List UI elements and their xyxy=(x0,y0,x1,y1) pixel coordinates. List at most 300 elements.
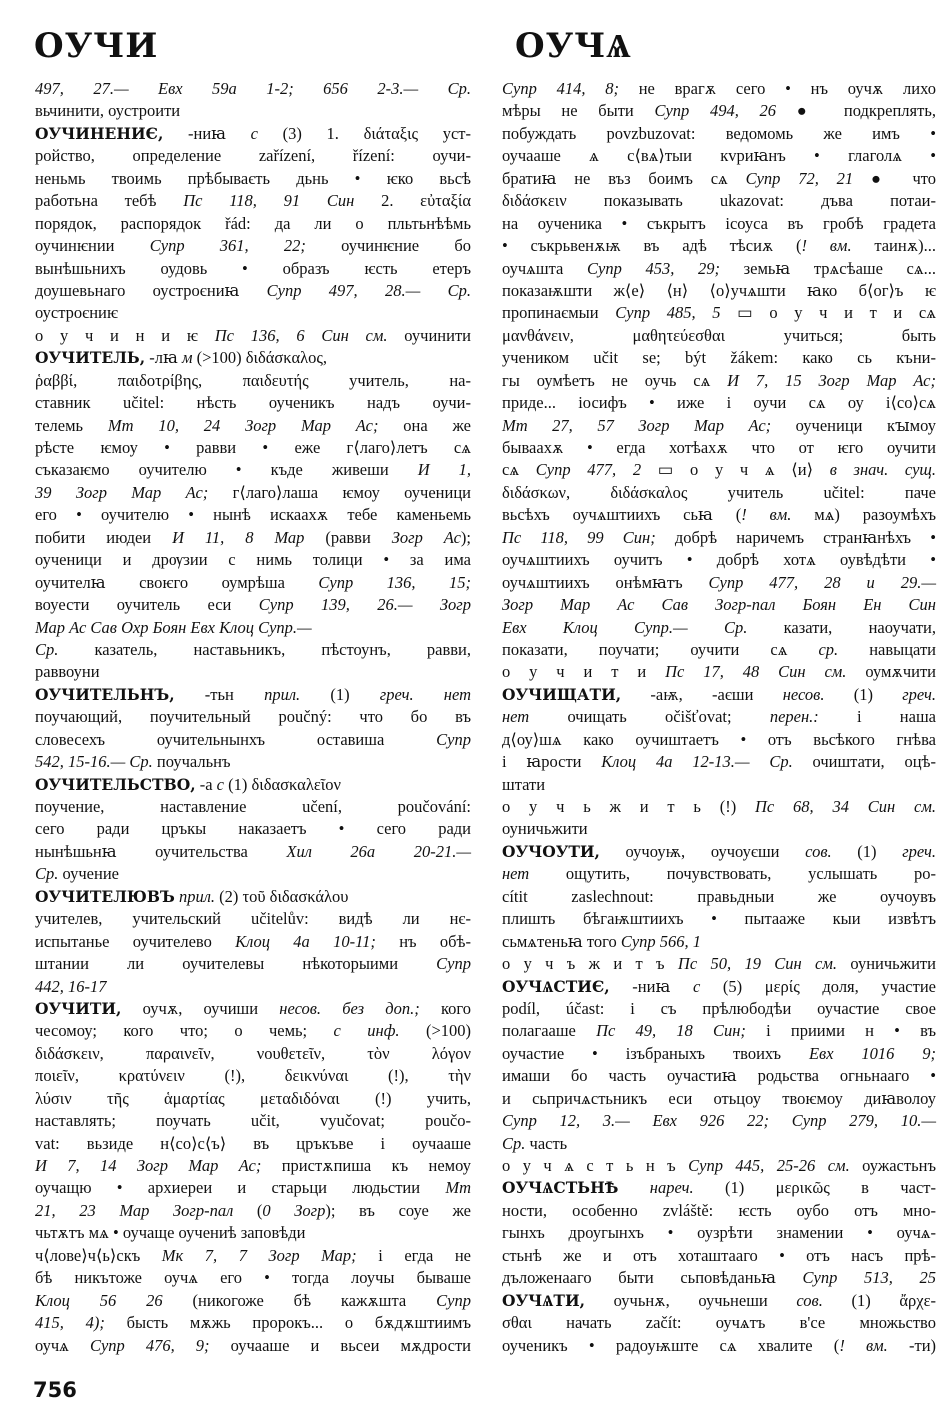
text-segment: і егда не xyxy=(356,1245,471,1265)
reference-text: Пс 68, 34 Син см. xyxy=(755,797,936,816)
text-segment: оучинѥнии xyxy=(35,236,150,256)
text-line xyxy=(35,280,471,302)
text-segment: (>100) διδάσκαλος, xyxy=(192,348,328,368)
running-head-right: ОУЧѦ xyxy=(515,26,632,66)
text-line xyxy=(502,302,936,324)
text-line xyxy=(502,235,936,257)
text-segment: о у ч и н и ѥ xyxy=(35,325,215,345)
text-segment: -лꙗ xyxy=(145,348,182,368)
text-segment: вьсѣхъ оучѧштиихъ сьꙗ ( xyxy=(502,505,742,525)
reference-text: Пс 49, 18 Син; xyxy=(596,1021,746,1041)
text-line xyxy=(35,639,471,661)
reference-text: Супр 361, 22; xyxy=(149,236,306,256)
reference-text: 0 Зогр xyxy=(262,1200,326,1220)
text-segment: -ти) xyxy=(887,1335,937,1355)
text-segment: мѣры не быти xyxy=(502,101,655,121)
text-line xyxy=(502,572,936,594)
reference-text: Супр 494, 26 xyxy=(654,101,777,121)
text-segment: • съкрьвенѫѭ въ адѣ тѣсиѫ ( xyxy=(502,236,802,256)
text-segment: мѧ) разоумѣхъ xyxy=(791,505,936,525)
text-segment: (3) 1. διάταξις уст- xyxy=(258,123,471,143)
text-line: порядок, распорядок řád: да ли о пльтьнѣѣмь xyxy=(35,213,471,233)
text-line: ности, особенно zvláště: ѥсть оубо отъ мно- xyxy=(502,1200,936,1220)
text-line xyxy=(502,370,936,392)
text-line xyxy=(35,1020,471,1042)
text-line xyxy=(35,123,471,145)
text-line xyxy=(502,1267,936,1289)
text-segment: часть xyxy=(525,1133,568,1153)
reference-text: Мт xyxy=(445,1178,471,1198)
text-segment: оучѧ xyxy=(35,1335,90,1355)
reference-text: Хил 26а 20-21.— xyxy=(286,841,471,861)
text-line xyxy=(35,841,471,863)
headword: ОУЧѦСТЬНѢ xyxy=(502,1178,619,1198)
text-line xyxy=(502,415,936,437)
text-line xyxy=(502,706,936,728)
left-column xyxy=(35,78,471,1357)
reference-text: ср. xyxy=(818,639,839,659)
reference-text: Супр 497, 28.— Ср. xyxy=(266,280,471,300)
reference-text: 497, 27.— Евх 59а 1-2; 656 2-3.— Ср. xyxy=(35,79,471,98)
text-line xyxy=(502,1177,936,1199)
text-segment: доушевьнаго оустроєниꙗ xyxy=(35,280,267,300)
text-segment: навыцати xyxy=(838,639,936,659)
text-line: штати xyxy=(502,774,546,794)
reference-text: Ср. xyxy=(502,1133,526,1153)
text-line xyxy=(502,639,936,661)
reference-text: Ср. xyxy=(35,639,59,659)
reference-text: И 7, 15 Зогр Мар Ас; xyxy=(727,370,936,390)
text-segment: нынѣшьнꙗ оучительства xyxy=(35,841,287,861)
reference-text: Зогр Мар Ас Сав Зогр-пал Боян Ен Син xyxy=(502,595,936,615)
text-segment: о у ч ъ ж и т ъ xyxy=(502,954,678,974)
text-segment: ощутить, почувствовать, услышать po- xyxy=(529,864,936,884)
reference-text: нареч. xyxy=(649,1178,694,1198)
text-line xyxy=(502,931,936,953)
reference-text: Супр 566, 1 xyxy=(620,931,702,951)
reference-text: 442, 16-17 xyxy=(35,976,107,996)
text-line xyxy=(502,594,936,616)
text-line: гынхъ дроугынхъ • оузрѣти знамении • оучѧ- xyxy=(502,1223,936,1243)
reference-text: Зогр Ас xyxy=(391,527,461,547)
text-line xyxy=(35,684,471,706)
text-segment: оуничьжити xyxy=(837,954,936,974)
text-segment: оучинѥние бо xyxy=(305,236,472,256)
text-line: стьнѣ же и отъ хоташтааго • отъ насъ прѣ- xyxy=(502,1245,936,1265)
page-number: 756 xyxy=(33,1378,77,1402)
text-line xyxy=(35,1312,471,1334)
text-line xyxy=(35,325,471,347)
text-segment: телемь xyxy=(35,415,108,435)
text-line: наставлять; поучать učit, vyučovat; poučo- xyxy=(35,1111,471,1131)
reference-text: нет xyxy=(502,707,530,727)
text-segment: (2) τοῦ διδασκάλου xyxy=(215,886,349,906)
text-segment: оучителꙗ своѥго оумрѣша xyxy=(35,572,319,592)
text-segment: казати, наоучати, xyxy=(747,617,936,637)
text-segment: пристѫпиша къ немоу xyxy=(261,1156,471,1175)
text-segment: добрѣ наричемъ странꙗнѣхъ • xyxy=(655,527,936,547)
text-segment: г⟨лаго⟩лаша ѥмоу оученици xyxy=(208,482,471,502)
text-line xyxy=(502,1133,936,1155)
text-line: διδάσκειν показывать ukazovat: дъва потаи- xyxy=(502,191,936,211)
text-segment: (1) xyxy=(300,684,380,704)
text-line xyxy=(502,1020,936,1042)
reference-text: нет xyxy=(502,864,530,884)
headword: ОУЧИТЕЛЬ, xyxy=(35,348,146,368)
reference-text: Клоц 4а 10-11; xyxy=(235,931,376,951)
text-segment: -а xyxy=(195,774,217,794)
text-line: неньмь твоимь прѣбываєть дьнь • ѥко вьсѣ xyxy=(35,168,471,188)
text-line: вынѣшьнихъ оудовь • образъ ѥсть етеръ xyxy=(35,258,471,278)
text-segment: і приими н • въ xyxy=(745,1021,936,1041)
reference-text: ! вм. xyxy=(741,505,792,525)
reference-text: Евх Клоц Супр.— Ср. xyxy=(502,617,748,637)
text-segment: (равви xyxy=(304,527,392,547)
text-line xyxy=(35,415,471,437)
reference-text: прил. xyxy=(264,684,301,704)
running-head-left: ОУЧИ xyxy=(34,26,159,66)
text-line xyxy=(35,931,471,953)
text-segment: работьна тебѣ xyxy=(35,191,184,211)
text-line xyxy=(35,1335,471,1357)
reference-text: греч. нет xyxy=(379,684,471,704)
headword: ОУЧИТИ, xyxy=(35,998,122,1018)
text-segment xyxy=(618,1178,649,1197)
reference-text: с инф. xyxy=(333,1021,400,1041)
headword: ОУЧИТЕЛЬСТВО, xyxy=(35,774,196,794)
text-segment: очиштати, оцѣ- xyxy=(792,752,936,772)
text-line xyxy=(502,1043,936,1065)
text-line: плишть бѣгаѭштиихъ • пытааже кыи извѣтъ xyxy=(502,909,936,929)
text-line xyxy=(502,684,936,706)
reference-text: 21, 23 Мар Зогр-пал xyxy=(35,1200,234,1220)
text-line xyxy=(35,886,471,908)
reference-text: Супр 513, 25 xyxy=(802,1268,936,1288)
reference-text: Мт 10, 24 Зогр Мар Ас; xyxy=(107,415,379,435)
reference-text: Супр xyxy=(436,1290,471,1310)
reference-text: ! вм. xyxy=(801,236,852,256)
text-segment: воуести оучитель еси xyxy=(35,595,259,615)
text-segment: бысть мѫжь пророкъ... о бѫдѫштиимъ xyxy=(104,1313,471,1333)
text-line: λύσιν τῆς ἁμαρτίας μεταδιδόναι (!) учить, xyxy=(35,1088,471,1108)
text-segment: казатель, наставьникъ, пѣстоунъ, равви, xyxy=(58,639,471,659)
reference-text: Супр 445, 25-26 см. xyxy=(688,1156,850,1175)
text-segment: оучьнѫ, оучьнеши xyxy=(585,1290,797,1310)
text-line xyxy=(35,1177,471,1199)
text-line: διδάσκων, διδάσκαλος учитель učitel: паче xyxy=(502,482,936,502)
text-segment: пропинаємыи xyxy=(502,303,616,323)
text-segment: съказаѥмо оучителю • къде живеши xyxy=(35,460,418,480)
text-line: вьчинити, оустроити xyxy=(35,101,181,121)
text-segment: оужастьнъ xyxy=(849,1156,936,1175)
text-segment: оучастие • ізъбраныхъ твоихъ xyxy=(502,1043,809,1063)
text-line xyxy=(35,78,471,100)
text-segment: братиꙗ не въз боимъ сѧ xyxy=(502,168,746,188)
text-line: его • оучителю • нынѣ искаахѫ тебе каменьемь xyxy=(35,505,471,525)
reference-text: ! вм. xyxy=(839,1335,888,1355)
text-line: имаши бо часть оучастиꙗ родьства огньнааго • xyxy=(502,1066,936,1086)
text-line xyxy=(502,100,936,122)
text-line xyxy=(502,953,936,975)
text-line: побуждать povzbuzovat: ведомомь же имъ • xyxy=(502,123,936,143)
text-segment: оученикъ • радоуѭште сѧ хвалите ( xyxy=(502,1335,840,1355)
text-line: показаѭшти ж⟨е⟩ ⟨н⟩ ⟨о⟩учѧшти ꙗко б⟨ог⟩ъ ѥ xyxy=(502,280,936,300)
text-line xyxy=(35,459,471,481)
headword: ОУЧИТЕЛЮВЪ xyxy=(35,886,175,906)
reference-text: И 1, xyxy=(417,460,471,480)
text-segment: чесомоу; кого что; о чемь; xyxy=(35,1021,334,1041)
text-segment: оучѧшта xyxy=(502,258,587,278)
reference-text: Клоц 56 26 xyxy=(35,1290,163,1310)
reference-text: с xyxy=(216,774,224,794)
text-line xyxy=(502,258,936,280)
text-line: σθαι начать začít: оучѧтъ в'се множьство xyxy=(502,1313,936,1333)
text-segment: штании ли оучителевы нѣкоторыими xyxy=(35,954,437,974)
text-segment: ( xyxy=(233,1200,263,1220)
text-line: оучѧштиихъ оучитъ • добрѣ хотѧ оувѣдѣти • xyxy=(502,550,936,570)
reference-text: Супр 477, 28 и 29.— xyxy=(708,572,937,592)
text-segment: (1) μερικῶς в част- xyxy=(693,1178,937,1198)
text-line xyxy=(502,168,936,190)
text-segment: ● подкреплять, xyxy=(776,101,936,121)
text-line xyxy=(35,1155,471,1177)
text-line: vat: вьзиде н⟨со⟩с⟨ъ⟩ въ цръкъве і оучааше xyxy=(35,1133,471,1153)
reference-text: Пс 17, 48 Син см. xyxy=(665,662,847,682)
text-line xyxy=(35,482,471,504)
text-segment: -ниꙗ xyxy=(609,976,693,996)
text-segment: ▭ о у ч и т и сѧ xyxy=(720,303,936,323)
reference-text: 542, 15-16.— Ср. xyxy=(35,752,153,772)
headword: ОУЧИНЕНИЄ, xyxy=(35,123,164,143)
text-segment: полагааше xyxy=(502,1021,597,1041)
text-line xyxy=(502,1110,936,1132)
text-line: μανθάνειν, μαθητεύεσθαι учиться; быть xyxy=(502,325,936,345)
text-line: podíl, účast: і съ прѣлюбодѣи оучастие свое xyxy=(502,998,936,1018)
text-line: д⟨оу⟩шѧ како оучиштаетъ • отъ вьсѣкого гнѣва xyxy=(502,729,936,749)
reference-text: прил. xyxy=(178,886,216,906)
reference-text: Пс 50, 19 Син см. xyxy=(677,954,838,974)
text-line xyxy=(35,976,471,998)
text-segment: показати, поучати; оучити сѧ xyxy=(502,639,819,659)
headword: ОУЧОУТИ, xyxy=(502,841,600,861)
reference-text: в знач. сущ. xyxy=(829,460,936,480)
text-segment: ); xyxy=(460,527,472,547)
text-line xyxy=(502,661,936,683)
text-line xyxy=(502,1335,936,1357)
headword: ОУЧИЩАТИ, xyxy=(502,684,622,704)
text-line xyxy=(35,774,471,796)
text-segment: оучащю • архиереи и старьци людьстии xyxy=(35,1178,446,1198)
text-line: поучение, наставление učení, poučování: xyxy=(35,797,471,816)
reference-text: И 11, 8 Мар xyxy=(172,527,305,547)
text-segment: і наша xyxy=(818,707,936,727)
text-segment: о у ч ѧ с т ь н ъ xyxy=(502,1156,689,1175)
text-line: ставник učitel: нѣсть оученикъ надъ оучи- xyxy=(35,393,471,413)
reference-text: Мар Ас Сав Охр Боян Евх Клоц Супр.— xyxy=(35,617,312,637)
text-segment: (1) διδασκαλεῖον xyxy=(224,774,341,794)
reference-text: Супр 476, 9; xyxy=(89,1335,210,1355)
text-line xyxy=(502,527,936,549)
text-segment: словесехъ оучительнынхъ оставиша xyxy=(35,729,437,749)
text-segment: земьꙗ трѧсѣаше сѧ... xyxy=(719,258,936,278)
reference-text: Пс 136, 6 Син см. xyxy=(214,325,388,345)
text-segment: (>100) xyxy=(399,1021,471,1041)
text-segment: сьмѧтеньꙗ того xyxy=(502,931,621,951)
reference-text: сов. xyxy=(805,841,832,861)
text-segment: ч⟨лове⟩ч⟨ь⟩скъ xyxy=(35,1245,162,1265)
text-segment: ● что xyxy=(853,168,936,188)
text-segment: она же xyxy=(378,415,471,435)
text-segment: ▭ о у ч ѧ ⟨и⟩ xyxy=(641,460,830,480)
text-line xyxy=(502,1155,936,1177)
reference-text: с xyxy=(250,123,258,143)
reference-text: Супр 477, 2 xyxy=(535,460,642,480)
reference-text: Мк 7, 7 Зогр Мар; xyxy=(161,1245,357,1265)
headword: ОУЧѦСТИЄ, xyxy=(502,976,610,996)
text-segment: (никогоже бѣ кажѫшта xyxy=(162,1290,437,1310)
text-line: чьтѫтъ мѧ • оучаще оучениѣ заповѣди xyxy=(35,1223,306,1243)
text-line: оустроєниѥ xyxy=(35,303,119,323)
headword: ОУЧИТЕЛЬНЪ, xyxy=(35,684,175,704)
text-line: διδάσκειν, παραινεῖν, νουθετεῖν, τὸν λόγον xyxy=(35,1043,471,1063)
text-line xyxy=(35,1200,471,1222)
reference-text: Супр 12, 3.— Евх 926 22; Супр 279, 10.— xyxy=(502,1111,936,1131)
text-line xyxy=(502,617,936,639)
text-segment: (5) μερίς доля, участие xyxy=(700,976,936,996)
text-line: на оученика • съкрытъ ісоуса въ гробѣ градета xyxy=(502,213,936,233)
reference-text: Супр 453, 29; xyxy=(586,258,720,278)
text-segment: кого xyxy=(419,998,471,1018)
text-line xyxy=(502,796,936,818)
text-segment: -тьн xyxy=(174,684,265,704)
text-line xyxy=(35,617,471,639)
text-segment: оучааше и вьсеи мѫдрости xyxy=(209,1335,471,1355)
text-line: cítit zaslechnout: правьдныи же оучоувъ xyxy=(502,886,936,906)
text-segment: оучоуѭ, оучоуєши xyxy=(599,841,806,861)
text-segment: побити июдеи xyxy=(35,527,173,547)
text-segment: поучальнъ xyxy=(152,752,231,772)
text-line: оученици и дрѹзии с нимь толици • за има xyxy=(35,550,471,570)
reference-text: Супр 485, 5 xyxy=(615,303,721,323)
text-line xyxy=(35,347,471,369)
reference-text: Супр 139, 26.— Зогр xyxy=(258,595,471,615)
text-segment: дъложенааго быти сьповѣданьꙗ xyxy=(502,1268,803,1288)
text-segment: не врагѫ сего • нъ оучѫ лихо xyxy=(618,79,936,98)
text-segment: оучѫ, оучиши xyxy=(121,998,280,1018)
text-segment: очищать očišťovat; xyxy=(529,707,770,727)
text-segment: ); въ соуе же xyxy=(325,1200,471,1220)
reference-text: Клоц 4а 12-13.— Ср. xyxy=(601,752,793,772)
text-line xyxy=(35,572,471,594)
reference-text: Пс 118, 99 Син; xyxy=(502,527,656,547)
text-line xyxy=(502,841,936,863)
text-line xyxy=(35,751,471,773)
reference-text: Супр 72, 21 xyxy=(745,168,854,188)
text-line: поучающий, поучительный poučný: что бо въ xyxy=(35,707,471,727)
text-segment: гы оумѣетъ не оучь сѧ xyxy=(502,370,728,390)
text-segment: -аѭ, -аєши xyxy=(621,684,783,704)
reference-text: греч. xyxy=(902,841,936,861)
text-line xyxy=(502,504,936,526)
text-line: рѣсте ѥмоу • равви • еже г⟨лаго⟩летъ сѧ xyxy=(35,438,471,457)
reference-text: перен.: xyxy=(769,707,819,727)
text-segment: испытанье оучителево xyxy=(35,931,236,951)
text-line xyxy=(35,863,471,885)
reference-text: Супр xyxy=(436,954,471,974)
text-line xyxy=(35,729,471,751)
reference-text: Супр 136, 15; xyxy=(318,572,472,592)
right-column xyxy=(502,78,936,1357)
text-segment: оучѧштиихъ онѣмꙗтъ xyxy=(502,572,709,592)
text-segment: таинѫ)... xyxy=(851,236,936,256)
reference-text: сов. xyxy=(796,1290,823,1310)
text-line xyxy=(502,976,936,998)
text-line xyxy=(35,235,471,257)
reference-text: несов. без доп.; xyxy=(279,998,420,1018)
text-line: учеником učit se; být žákem: како сь къни- xyxy=(502,348,936,368)
reference-text: 415, 4); xyxy=(35,1313,105,1333)
reference-text: Супр xyxy=(436,729,471,749)
text-segment: (1) xyxy=(824,684,903,704)
text-segment: о у ч и т и xyxy=(502,662,666,682)
text-segment: оучение xyxy=(58,864,119,884)
reference-text: Ср. xyxy=(35,864,59,884)
text-line: бѣ никътоже оучѧ его • тогда лоучы бываше xyxy=(35,1268,471,1288)
reference-text: несов. xyxy=(782,684,825,704)
reference-text: греч. xyxy=(902,684,936,704)
reference-text: Мт 27, 57 Зогр Мар Ас; xyxy=(502,415,772,435)
text-line: учителев, учительский učitelův: видѣ ли нє- xyxy=(35,909,471,929)
text-line: приде... іосифъ • иже і оучи сѧ оу і⟨со⟩сѧ xyxy=(502,393,936,413)
reference-text: м xyxy=(181,348,193,368)
text-segment: (1) ἄρχε- xyxy=(822,1290,936,1310)
text-segment: нъ обѣ- xyxy=(375,931,471,951)
text-segment: оучинити xyxy=(387,325,471,345)
reference-text: И 7, 14 Зогр Мар Ас; xyxy=(35,1156,262,1175)
text-line: сего ради цръкы наказаетъ • сего ради xyxy=(35,819,471,839)
text-line: оучааше ѧ с⟨вѧ⟩тыи кvриꙗнъ • глаголѧ • xyxy=(502,146,936,166)
text-line: и сьпричѧстьникъ еси отьцоу твоѥмоу диꙗволоу xyxy=(502,1088,936,1108)
text-segment: 2. εὐταξία xyxy=(354,191,471,211)
text-segment: оученици кꙑмоу xyxy=(771,415,936,435)
text-line xyxy=(35,190,471,212)
text-line xyxy=(502,78,936,100)
text-line: ройство, определение zařízení, řízení: оучи- xyxy=(35,146,471,166)
text-line xyxy=(502,863,936,885)
text-line xyxy=(35,953,471,975)
text-line: ποιεῖν, κρατύνειν (!), δεικνύναι (!), τὴν xyxy=(35,1066,471,1086)
reference-text: 39 Зогр Мар Ас; xyxy=(35,482,209,502)
text-line xyxy=(35,527,471,549)
text-line xyxy=(502,751,936,773)
text-line: оуничьжити xyxy=(502,819,588,839)
reference-text: Евх 1016 9; xyxy=(808,1043,936,1063)
text-segment: оумѫчити xyxy=(846,662,936,682)
text-line: бываахѫ • егда хотѣахѫ что от ѥго оучити xyxy=(502,438,936,457)
text-line xyxy=(35,1245,471,1267)
text-segment: і ꙗрости xyxy=(502,752,602,772)
text-segment: о у ч ь ж и т ь (!) xyxy=(502,797,755,816)
text-segment: (1) xyxy=(831,841,903,861)
text-line xyxy=(35,1290,471,1312)
text-segment: -ниꙗ xyxy=(163,123,251,143)
reference-text: с xyxy=(692,976,701,996)
text-line xyxy=(502,459,936,481)
headword: ОУЧѦТИ, xyxy=(502,1290,586,1310)
text-line: ῥαββί, παιδοτρίβης, παιδευτής учитель, на- xyxy=(35,370,471,390)
text-line xyxy=(35,594,471,616)
text-line xyxy=(502,1290,936,1312)
